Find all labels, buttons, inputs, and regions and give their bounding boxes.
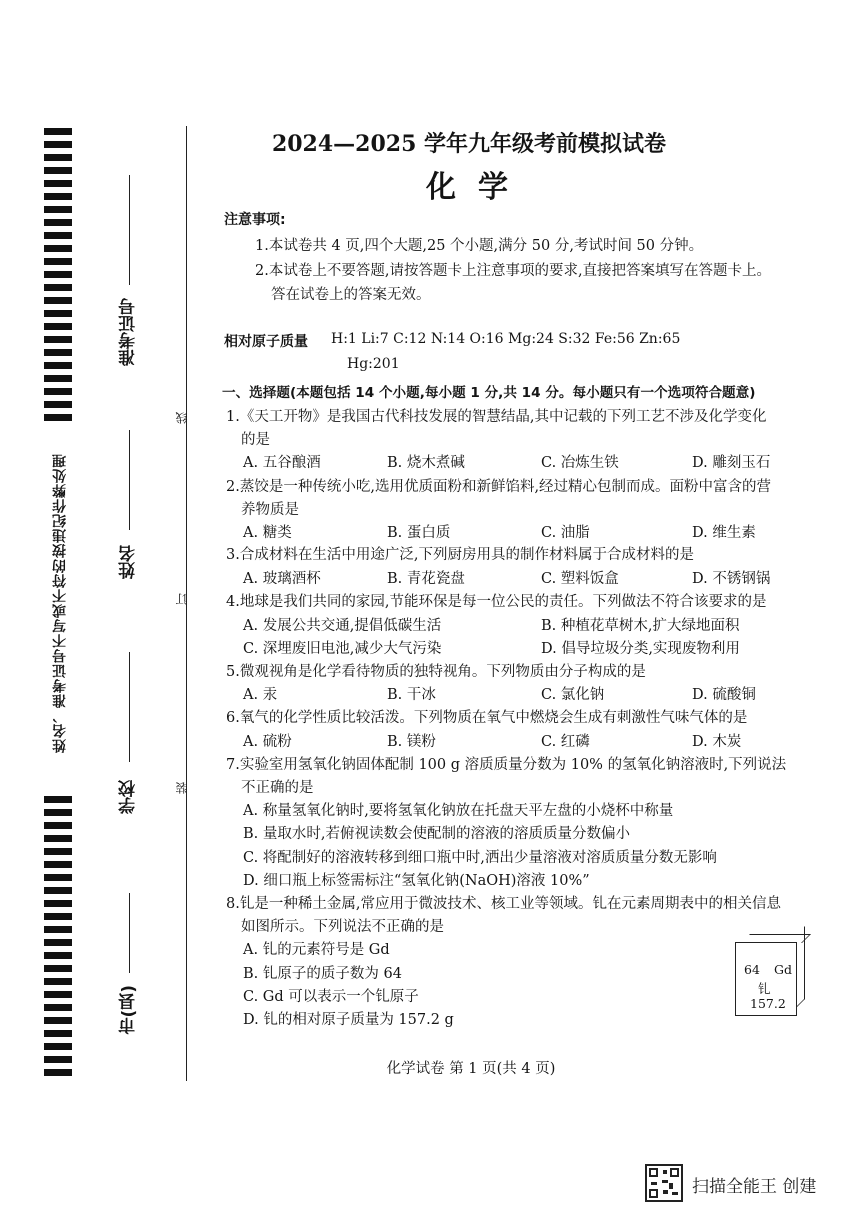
name-label: 姓名	[119, 545, 139, 579]
option-b[interactable]: B. 钆原子的质子数为 64	[243, 966, 402, 982]
option-a[interactable]: A. 硫粉	[243, 734, 292, 750]
option-a[interactable]: A. 钆的元素符号是 Gd	[243, 942, 390, 958]
option-c[interactable]: C. Gd 可以表示一个钆原子	[243, 989, 419, 1005]
question-stem: 4.地球是我们共同的家园,节能环保是每一位公民的责任。下列做法不符合该要求的是	[226, 594, 767, 610]
question-stem: 2.蒸饺是一种传统小吃,选用优质面粉和新鲜馅料,经过精心包制而成。面粉中富含的营	[226, 479, 772, 495]
option-a[interactable]: A. 汞	[243, 687, 278, 703]
option-a[interactable]: A. 五谷酿酒	[243, 455, 321, 471]
binding-mark-zhuang: 装	[175, 782, 189, 794]
option-b[interactable]: B. 干冰	[387, 687, 436, 703]
note-item: 2.本试卷上不要答题,请按答题卡上注意事项的要求,直接把答案填写在答题卡上。	[255, 263, 772, 279]
option-d[interactable]: D. 钆的相对原子质量为 157.2 g	[243, 1012, 454, 1028]
question-stem: 如图所示。下列说法不正确的是	[241, 919, 444, 935]
option-b[interactable]: B. 烧木煮碱	[387, 455, 465, 471]
question-stem: 不正确的是	[241, 780, 314, 796]
element-name: 钆	[758, 981, 771, 996]
option-d[interactable]: D. 倡导垃圾分类,实现废物利用	[541, 641, 740, 657]
option-b[interactable]: B. 蛋白质	[387, 525, 451, 541]
option-d[interactable]: D. 细口瓶上标签需标注“氢氧化钠(NaOH)溶液 10%”	[243, 873, 590, 889]
option-d[interactable]: D. 硫酸铜	[692, 687, 756, 703]
option-c[interactable]: C. 塑料饭盒	[541, 571, 619, 587]
option-d[interactable]: D. 木炭	[692, 734, 742, 750]
page-footer: 化学试卷 第 1 页(共 4 页)	[386, 1061, 556, 1077]
option-b[interactable]: B. 青花瓷盘	[387, 571, 465, 587]
option-a[interactable]: A. 发展公共交通,提倡低碳生活	[243, 618, 442, 634]
option-c[interactable]: C. 氯化钠	[541, 687, 605, 703]
question-stem: 养物质是	[241, 502, 299, 518]
binding-mark-ding: 订	[175, 593, 189, 605]
option-c[interactable]: C. 将配制好的溶液转移到细口瓶中时,洒出少量溶液对溶质质量分数无影响	[243, 850, 717, 866]
subject-title: 化学	[426, 170, 530, 205]
option-c[interactable]: C. 深埋废旧电池,减少大气污染	[243, 641, 442, 657]
element-card-side-face	[796, 926, 805, 1008]
margin-notice: 姓名、准考证号不写或不符的按违纪作弊处理	[52, 453, 68, 753]
note-item: 1.本试卷共 4 页,四个大题,25 个小题,满分 50 分,考试时间 50 分钟。	[255, 238, 704, 254]
note-item: 答在试卷上的答案无效。	[271, 287, 431, 303]
question-stem: 3.合成材料在生活中用途广泛,下列厨房用具的制作材料属于合成材料的是	[226, 547, 694, 563]
section-heading: 一、选择题(本题包括 14 个小题,每小题 1 分,共 14 分。每小题只有一个选项符合题意)	[222, 385, 756, 401]
city-field-line[interactable]	[129, 893, 130, 973]
atomic-mass-label: 相对原子质量	[224, 334, 308, 350]
element-card	[735, 942, 797, 1016]
exam-title: 2024—2025 学年九年级考前模拟试卷	[271, 131, 667, 157]
question-stem: 1.《天工开物》是我国古代科技发展的智慧结晶,其中记载的下列工艺不涉及化学变化	[226, 409, 767, 425]
question-stem: 6.氧气的化学性质比较活泼。下列物质在氧气中燃烧会生成有刺激性气味气体的是	[226, 710, 748, 726]
option-c[interactable]: C. 红磷	[541, 734, 590, 750]
notes-heading: 注意事项:	[224, 212, 286, 228]
atomic-mass-line: Hg:201	[347, 356, 400, 372]
city-label: 市(县)	[119, 985, 139, 1035]
option-c[interactable]: C. 油脂	[541, 525, 590, 541]
question-stem: 7.实验室用氢氧化钠固体配制 100 g 溶质质量分数为 10% 的氢氧化钠溶液时,下列说法	[226, 757, 787, 773]
option-d[interactable]: D. 维生素	[692, 525, 756, 541]
school-field-line[interactable]	[129, 652, 130, 762]
option-b[interactable]: B. 镁粉	[387, 734, 436, 750]
exam-id-label: 准考证号	[119, 298, 139, 366]
qr-code-icon	[645, 1164, 683, 1202]
name-field-line[interactable]	[129, 430, 130, 530]
option-a[interactable]: A. 玻璃酒杯	[243, 571, 321, 587]
option-a[interactable]: A. 糖类	[243, 525, 292, 541]
question-stem: 8.钆是一种稀土金属,常应用于微波技术、核工业等领域。钆在元素周期表中的相关信息	[226, 896, 781, 912]
atomic-mass-line: H:1 Li:7 C:12 N:14 O:16 Mg:24 S:32 Fe:56 Zn:65	[331, 331, 681, 347]
option-c[interactable]: C. 冶炼生铁	[541, 455, 619, 471]
option-d[interactable]: D. 雕刻玉石	[692, 455, 771, 471]
option-d[interactable]: D. 不锈钢锅	[692, 571, 771, 587]
option-a[interactable]: A. 称量氢氧化钠时,要将氢氧化钠放在托盘天平左盘的小烧杯中称量	[243, 803, 674, 819]
question-stem: 的是	[241, 432, 270, 448]
option-b[interactable]: B. 种植花草树木,扩大绿地面积	[541, 618, 740, 634]
option-b[interactable]: B. 量取水时,若俯视读数会使配制的溶液的溶质质量分数偏小	[243, 826, 630, 842]
school-label: 学校	[119, 780, 139, 814]
element-atomic-mass: 157.2	[750, 996, 786, 1011]
question-stem: 5.微观视角是化学看待物质的独特视角。下列物质由分子构成的是	[226, 664, 646, 680]
scanner-watermark: 扫描全能王 创建	[692, 1177, 817, 1197]
binding-mark-xian: 线	[175, 412, 189, 424]
element-atomic-number: 64	[744, 962, 760, 977]
element-symbol: Gd	[774, 962, 792, 977]
